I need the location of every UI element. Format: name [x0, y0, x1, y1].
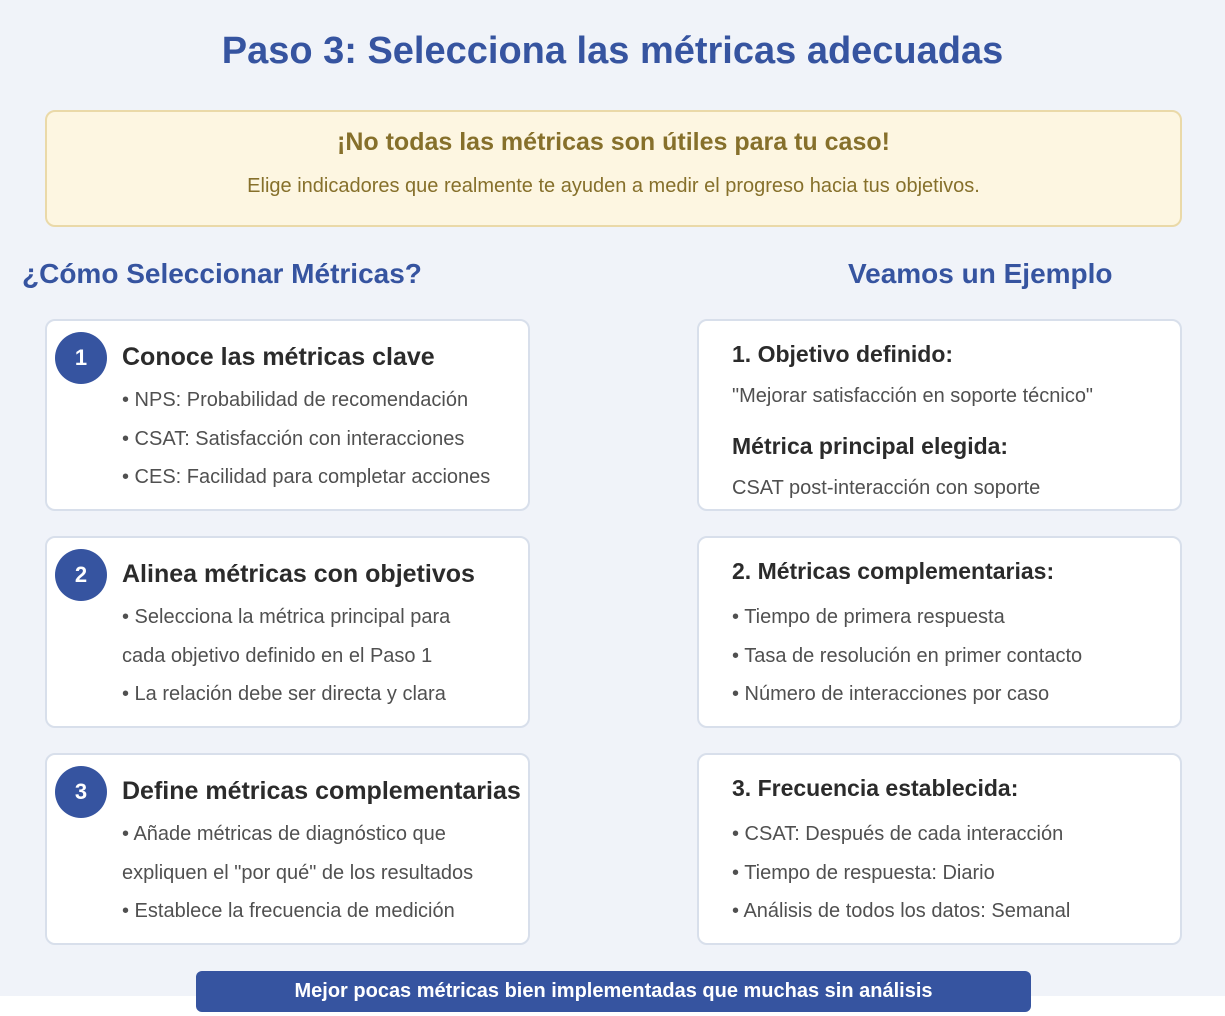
- step-card-1: [45, 319, 530, 511]
- step-bullet: • Selecciona la métrica principal para: [122, 606, 451, 628]
- footer-banner: Mejor pocas métricas bien implementadas que muchas sin análisis: [196, 971, 1031, 1012]
- warning-box: [45, 110, 1182, 227]
- step-bullet: • Añade métricas de diagnóstico que: [122, 823, 446, 845]
- page-title: Paso 3: Selecciona las métricas adecuadas: [221, 30, 1004, 72]
- example-heading: Veamos un Ejemplo: [848, 258, 1113, 289]
- example-text: "Mejorar satisfacción en soporte técnico": [732, 385, 1094, 407]
- step-bullet: • Establece la frecuencia de medición: [122, 900, 455, 922]
- example-bullet: • CSAT: Después de cada interacción: [732, 823, 1064, 845]
- example-title: 1. Objetivo definido:: [732, 341, 954, 367]
- example-title: Métrica principal elegida:: [732, 433, 1009, 459]
- step-bullet: • NPS: Probabilidad de recomendación: [122, 389, 469, 411]
- step-number-badge: 2: [55, 549, 107, 601]
- example-text: CSAT post-interacción con soporte: [732, 477, 1041, 499]
- example-frequency-card: [697, 753, 1182, 945]
- step-number-badge: 3: [55, 766, 107, 818]
- step-title: Conoce las métricas clave: [122, 343, 435, 371]
- step-bullet: • CSAT: Satisfacción con interacciones: [122, 428, 465, 450]
- example-title: 2. Métricas complementarias:: [732, 558, 1055, 584]
- example-bullet: • Análisis de todos los datos: Semanal: [732, 900, 1071, 922]
- warning-text: Elige indicadores que realmente te ayuden a medir el progreso hacia tus objetivos.: [247, 175, 980, 197]
- how-to-heading: ¿Cómo Seleccionar Métricas?: [22, 258, 422, 289]
- step-bullet: • CES: Facilidad para completar acciones: [122, 466, 491, 488]
- step-number-badge: 1: [55, 332, 107, 384]
- step-card-2: [45, 536, 530, 728]
- example-bullet: • Número de interacciones por caso: [732, 683, 1050, 705]
- step-bullet: • La relación debe ser directa y clara: [122, 683, 446, 705]
- step-card-3: [45, 753, 530, 945]
- step-bullet: cada objetivo definido en el Paso 1: [122, 645, 433, 667]
- warning-title: ¡No todas las métricas son útiles para tu caso!: [337, 128, 890, 156]
- example-complementary-card: [697, 536, 1182, 728]
- example-title: 3. Frecuencia establecida:: [732, 775, 1019, 801]
- example-bullet: • Tiempo de primera respuesta: [732, 606, 1005, 628]
- step-title: Define métricas complementarias: [122, 777, 521, 805]
- example-bullet: • Tiempo de respuesta: Diario: [732, 862, 995, 884]
- example-objective-card: [697, 319, 1182, 511]
- step-title: Alinea métricas con objetivos: [122, 560, 475, 588]
- example-bullet: • Tasa de resolución en primer contacto: [732, 645, 1083, 667]
- step-bullet: expliquen el "por qué" de los resultados: [122, 862, 474, 884]
